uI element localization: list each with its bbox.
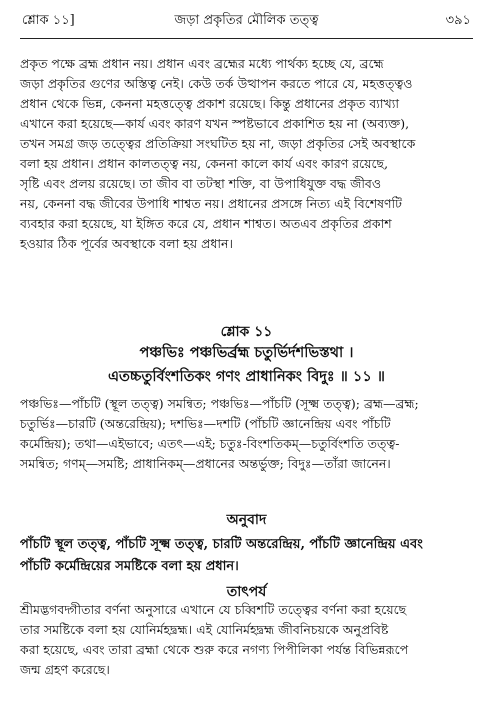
purport-heading: তাৎপর্য	[226, 584, 267, 600]
text-line: চতুর্ভিঃ—চারটি (অন্তরেন্দ্রিয়); দশভিঃ—দশটি (পাঁচটি জ্ঞানেন্দ্রিয় এবং পাঁচটি	[20, 416, 391, 431]
text-line: কর্মেন্দ্রিয়); তথা—এইভাবে; এতৎ—এই; চতুঃ-বিংশতিকম্—চতুর্বিংশতি তত্ত্ব-	[20, 436, 400, 451]
page-number: ৩৯১	[445, 12, 471, 28]
header-rule	[20, 38, 473, 39]
text-line: পাঁচটি স্থূল তত্ত্ব, পাঁচটি সূক্ষ্ম তত্ত্ব, চারটি অন্তরেন্দ্রিয়, পাঁচটি জ্ঞানেন্দ্রিয় এবং	[20, 537, 423, 552]
text-line: করা হয়েছে, এবং তারা ব্রহ্মা থেকে শুরু করে নগণ্য পিপীলিকা পর্যন্ত বিভিন্নরূপে	[20, 642, 409, 657]
intro-paragraph	[20, 54, 473, 254]
text-line: ব্যবহার করা হয়েছে, যা ইঙ্গিত করে যে, প্রধান শাশ্বত। অতএব প্রকৃতির প্রকাশ	[20, 216, 392, 231]
text-line: হওয়ার ঠিক পূর্বের অবস্থাকে বলা হয় প্রধান।	[20, 236, 233, 251]
text-line: জন্ম গ্রহণ করেছে।	[20, 662, 110, 677]
purport-paragraph	[20, 600, 473, 680]
text-line: পঞ্চভিঃ—পাঁচটি (স্থূল তত্ত্ব) সমন্বিত; পঞ্চভিঃ—পাঁচটি (সূক্ষ্ম তত্ত্ব); ব্রহ্ম—ব্রহ্ম;	[20, 396, 419, 411]
header-verse-ref: শ্লোক ১১]	[22, 12, 75, 28]
page-header	[22, 6, 471, 36]
text-line: সমন্বিত; গণম্—সমষ্টি; প্রাধানিকম্—প্রধানের অন্তর্ভুক্ত; বিদুঃ—তাঁরা জানেন।	[20, 456, 391, 471]
text-line: প্রকৃত পক্ষে ব্রহ্ম প্রধান নয়। প্রধান এবং ব্রহ্মের মধ্যে পার্থক্য হচ্ছে যে, ব্রহ্মে	[20, 56, 384, 71]
translation-heading: অনুবাদ	[226, 512, 267, 528]
text-line: এখানে করা হয়েছে—কার্য এবং কারণ যখন স্পষ্টভাবে প্রকাশিত হয় না (অব্যক্ত),	[20, 116, 410, 131]
text-line: প্রধান থেকে ভিন্ন, কেননা মহত্তত্ত্বে প্রকাশ রয়েছে। কিন্তু প্রধানের প্রকৃত ব্যাখ্যা	[20, 96, 399, 111]
text-line: তার সমষ্টিকে বলা হয় যোনির্মহদ্ব্রহ্ম। এই যোনির্মহদ্ব্রহ্ম জীবনিচয়কে অনুপ্রবিষ্ট	[20, 622, 389, 637]
text-line: শ্রীমদ্ভগবদ্গীতার বর্ণনা অনুসারে এখানে যে চব্বিশটি তত্ত্বের বর্ণনা করা হয়েছে	[20, 602, 407, 617]
header-chapter-title: জড়া প্রকৃতির মৌলিক তত্ত্ব	[174, 12, 319, 28]
text-line: নয়, কেননা বদ্ধ জীবের উপাধি শাশ্বত নয়। প্রধানের প্রসঙ্গে নিত্য এই বিশেষণটি	[20, 196, 402, 211]
verse-line-1: পঞ্চভিঃ পঞ্চভির্ব্রহ্ম চতুর্ভির্দশভিস্তথা ।	[139, 344, 354, 361]
text-line: বলা হয় প্রধান। প্রধান কালতত্ত্ব নয়, কেননা কালে কার্য এবং কারণ রয়েছে,	[20, 156, 389, 171]
verse-heading: শ্লোক ১১	[220, 324, 273, 340]
text-line: তখন সমগ্র জড় তত্ত্বের প্রতিক্রিয়া সংঘটিত হয় না, জড়া প্রকৃতির সেই অবস্থাকে	[20, 136, 416, 151]
text-line: পাঁচটি কর্মেন্দ্রিয়ের সমষ্টিকে বলা হয় প্রধান।	[20, 559, 239, 574]
synonyms-paragraph	[20, 394, 473, 474]
text-line: সৃষ্টি এবং প্রলয় রয়েছে। তা জীব বা তটস্থা শক্তি, বা উপাধিযুক্ত বদ্ধ জীবও	[20, 176, 382, 191]
translation-paragraph	[20, 534, 473, 578]
verse-line-2: এতচ্চতুর্বিংশতিকং গণং প্রাধানিকং বিদুঃ ॥ ১১ ॥	[107, 368, 385, 385]
text-line: জড়া প্রকৃতির গুণের অস্তিত্ব নেই। কেউ তর্ক উত্থাপন করতে পারে যে, মহত্তত্ত্বও	[20, 76, 413, 91]
